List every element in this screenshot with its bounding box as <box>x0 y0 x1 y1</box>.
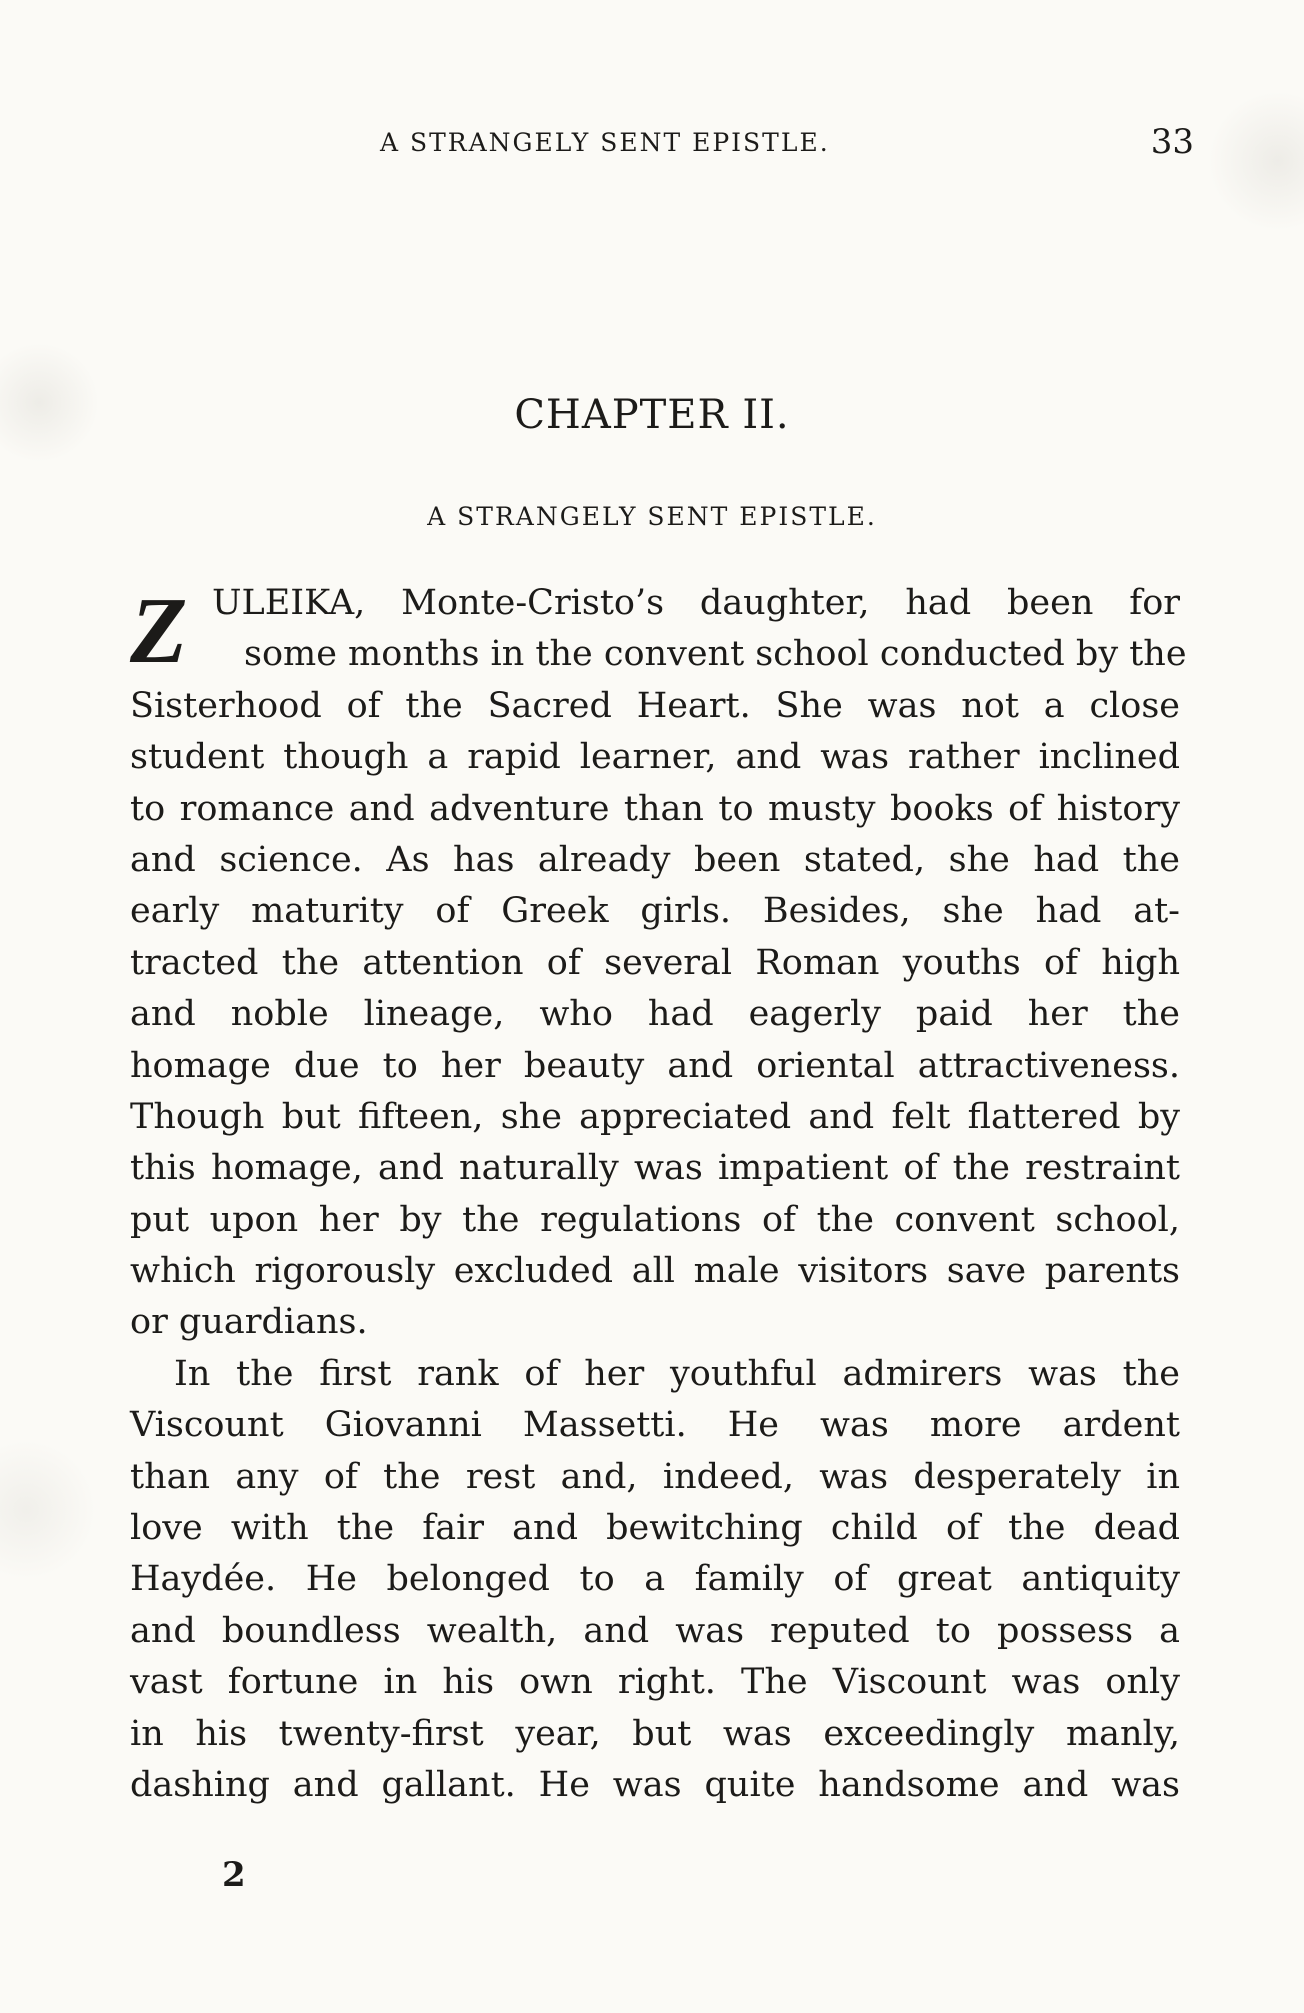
text-line: tracted the attention of several Roman youths of high <box>130 942 1180 983</box>
text-line: In the first rank of her youthful admirers was the <box>174 1353 1180 1394</box>
text-line: student though a rapid learner, and was rather inclined <box>130 737 1180 778</box>
text-line: homage due to her beauty and oriental attractiveness. <box>130 1045 1180 1086</box>
text-line: this homage, and naturally was impatient of the restraint <box>130 1148 1180 1189</box>
chapter-subtitle: A STRANGELY SENT EPISTLE. <box>427 502 877 531</box>
text-line: Haydée. He belonged to a family of great antiquity <box>130 1559 1180 1600</box>
text-line: some months in the convent school conducted by the <box>244 634 1187 675</box>
text-line: Though but fifteen, she appreciated and felt flattered by <box>130 1096 1180 1137</box>
text-line: and science. As has already been stated, she had the <box>130 839 1180 880</box>
text-line: love with the fair and bewitching child of the dead <box>130 1508 1180 1549</box>
running-title: A STRANGELY SENT EPISTLE. <box>380 128 830 157</box>
text-line: ULEIKA, Monte-Cristo’s daughter, had been for <box>212 583 1180 623</box>
text-line: which rigorously excluded all male visitors save parents <box>130 1251 1180 1292</box>
text-line: dashing and gallant. He was quite handsome and was <box>130 1764 1180 1805</box>
text-line: and noble lineage, who had eagerly paid her the <box>130 994 1180 1035</box>
drop-cap: Z <box>130 579 188 683</box>
chapter-title: CHAPTER II. <box>514 392 790 438</box>
text-line: than any of the rest and, indeed, was desperately in <box>130 1456 1180 1497</box>
text-line: early maturity of Greek girls. Besides, she had at- <box>130 891 1180 932</box>
text-line: Viscount Giovanni Massetti. He was more ardent <box>130 1405 1180 1446</box>
text-line: Sisterhood of the Sacred Heart. She was not a close <box>130 685 1180 726</box>
text-line: or guardians. <box>130 1302 368 1343</box>
text-line: put upon her by the regulations of the convent school, <box>130 1199 1180 1240</box>
text-line: and boundless wealth, and was reputed to possess a <box>130 1610 1180 1651</box>
text-line: to romance and adventure than to musty books of history <box>130 788 1180 829</box>
page-number: 33 <box>1150 122 1194 162</box>
text-line: vast fortune in his own right. The Viscount was only <box>130 1662 1180 1703</box>
signature-mark: 2 <box>222 1855 246 1895</box>
body-text <box>130 578 1187 1811</box>
text-line: in his twenty-first year, but was exceedingly manly, <box>130 1713 1180 1754</box>
